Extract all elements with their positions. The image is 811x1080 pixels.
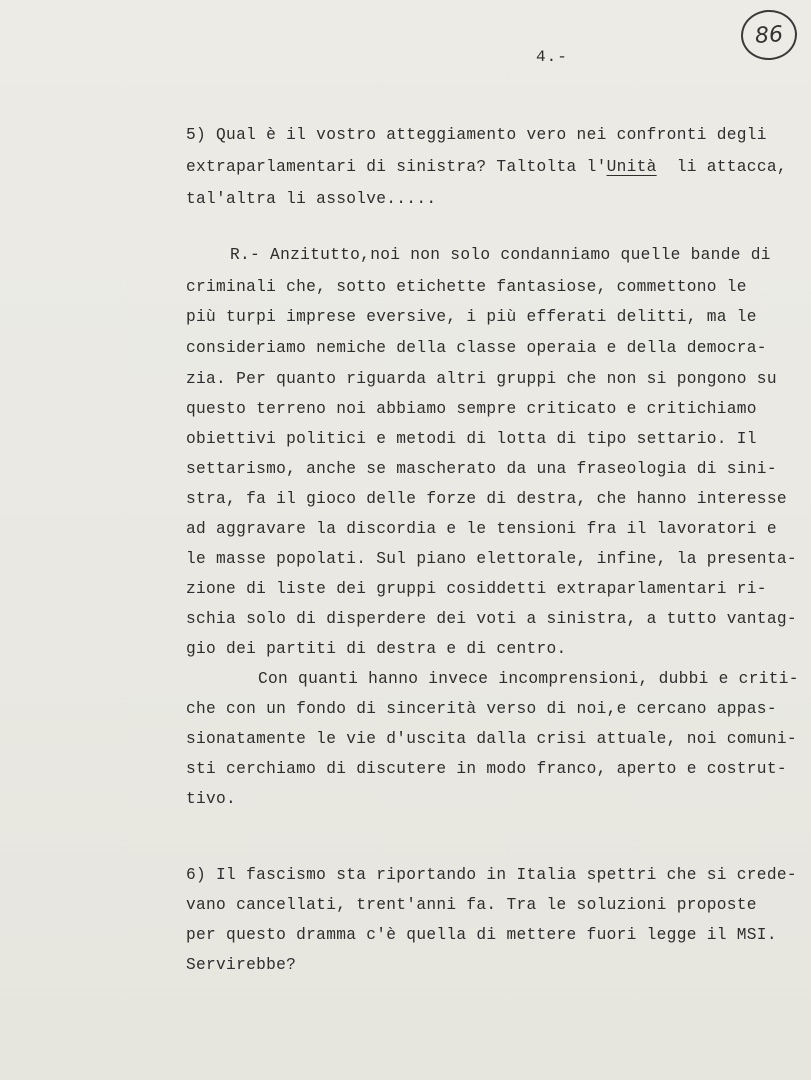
question-5-text: extraparlamentari di sinistra? Taltolta l' — [186, 158, 607, 176]
question-6-line: Servirebbe? — [186, 956, 297, 974]
answer-5-line: questo terreno noi abbiamo sempre criticato e critichiamo — [186, 400, 757, 418]
answer-5-line: che con un fondo di sincerità verso di noi,e cercano appas- — [186, 700, 777, 718]
answer-5-line: gio dei partiti di destra e di centro. — [186, 640, 567, 658]
answer-5-line: criminali che, sotto etichette fantasiose, commettono le — [186, 278, 747, 296]
answer-5-line: Con quanti hanno invece incomprensioni, dubbi e criti- — [258, 670, 799, 688]
question-6-line: per questo dramma c'è quella di mettere fuori legge il MSI. — [186, 926, 777, 944]
answer-5-line: obiettivi politici e metodi di lotta di tipo settario. Il — [186, 430, 757, 448]
answer-5-line: tivo. — [186, 790, 237, 808]
answer-5-line: zia. Per quanto riguarda altri gruppi che non si pongono su — [186, 370, 777, 388]
question-5-line: 5) Qual è il vostro atteggiamento vero nei confronti degli — [186, 126, 767, 144]
answer-5-line: consideriamo nemiche della classe operaia e della democra- — [186, 339, 767, 357]
question-5-text: li attacca, — [656, 158, 787, 176]
answer-5-line: schia solo di disperdere dei voti a sinistra, a tutto vantag- — [186, 610, 797, 628]
answer-5-line: sionatamente le vie d'uscita dalla crisi attuale, noi comuni- — [186, 730, 797, 748]
answer-5-line: settarismo, anche se mascherato da una fraseologia di sini- — [186, 460, 777, 478]
answer-5-line: le masse popolati. Sul piano elettorale, infine, la presenta- — [186, 550, 797, 568]
page-number: 4.- — [536, 48, 568, 66]
answer-5-line: R.- Anzitutto,noi non solo condanniamo quelle bande di — [230, 246, 771, 264]
question-5-line: tal'altra li assolve..... — [186, 190, 437, 208]
unita-underlined: Unità — [606, 158, 657, 176]
answer-5-line: sti cerchiamo di discutere in modo franco, aperto e costrut- — [186, 760, 787, 778]
question-6-line: vano cancellati, trent'anni fa. Tra le soluzioni proposte — [186, 896, 757, 914]
answer-5-line: zione di liste dei gruppi cosiddetti extraparlamentari ri- — [186, 580, 767, 598]
answer-5-line: ad aggravare la discordia e le tensioni fra il lavoratori e — [186, 520, 777, 538]
question-5-line — [186, 158, 787, 176]
handwritten-page-stamp: 86 — [739, 8, 798, 62]
question-6-line: 6) Il fascismo sta riportando in Italia spettri che si crede- — [186, 866, 797, 884]
answer-5-line: stra, fa il gioco delle forze di destra, che hanno interesse — [186, 490, 787, 508]
answer-5-line: più turpi imprese eversive, i più efferati delitti, ma le — [186, 308, 757, 326]
